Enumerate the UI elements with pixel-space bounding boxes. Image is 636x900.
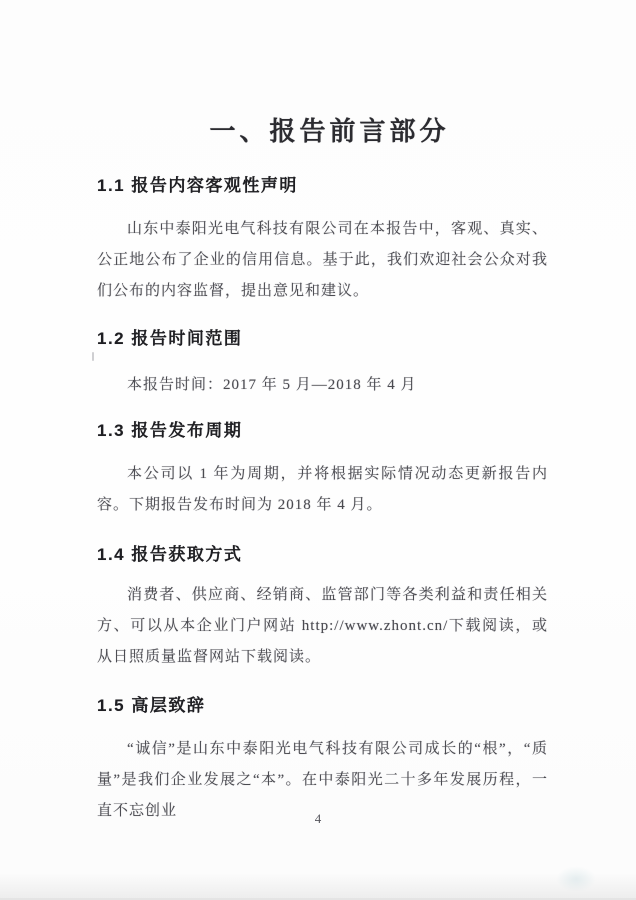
page-number: 4	[314, 811, 322, 826]
section-heading-1-1: 1.1 报告内容客观性声明	[97, 176, 298, 195]
section-report-period	[97, 327, 548, 401]
section-paragraph-1-1: 山东中泰阳光电气科技有限公司在本报告中，客观、真实、公正地公布了企业的信用信息。基于此，我们欢迎社会公众对我们公布的内容监督，提出意见和建议。	[97, 221, 548, 299]
section-executive-message	[97, 694, 548, 827]
section-heading-1-4: 1.4 报告获取方式	[97, 545, 243, 564]
section-objectivity-statement	[97, 174, 548, 307]
section-release-cycle	[97, 419, 548, 521]
section-paragraph-1-4: 消费者、供应商、经销商、监管部门等各类利益和责任相关方、可以从本企业门户网站 http://www.zhont.cn/下载阅读，或从日照质量监督网站下载阅读。	[97, 587, 548, 665]
section-paragraph-1-2: 本报告时间：2017 年 5 月—2018 年 4 月	[127, 377, 417, 393]
section-paragraph-1-5: “诚信”是山东中泰阳光电气科技有限公司成长的“根”，“质量”是我们企业发展之“本”。在中泰阳光二十多年发展历程，一直不忘创业	[97, 741, 548, 819]
page-title: 一、报告前言部分	[209, 116, 450, 146]
section-heading-1-3: 1.3 报告发布周期	[97, 421, 243, 440]
section-paragraph-1-3: 本公司以 1 年为周期，并将根据实际情况动态更新报告内容。下期报告发布时间为 2018 年 4 月。	[97, 466, 548, 513]
section-heading-1-2: 1.2 报告时间范围	[97, 329, 243, 348]
section-access-method	[97, 543, 548, 673]
scan-artifact-smudge	[556, 866, 596, 892]
section-heading-1-5: 1.5 高层致辞	[97, 696, 206, 715]
